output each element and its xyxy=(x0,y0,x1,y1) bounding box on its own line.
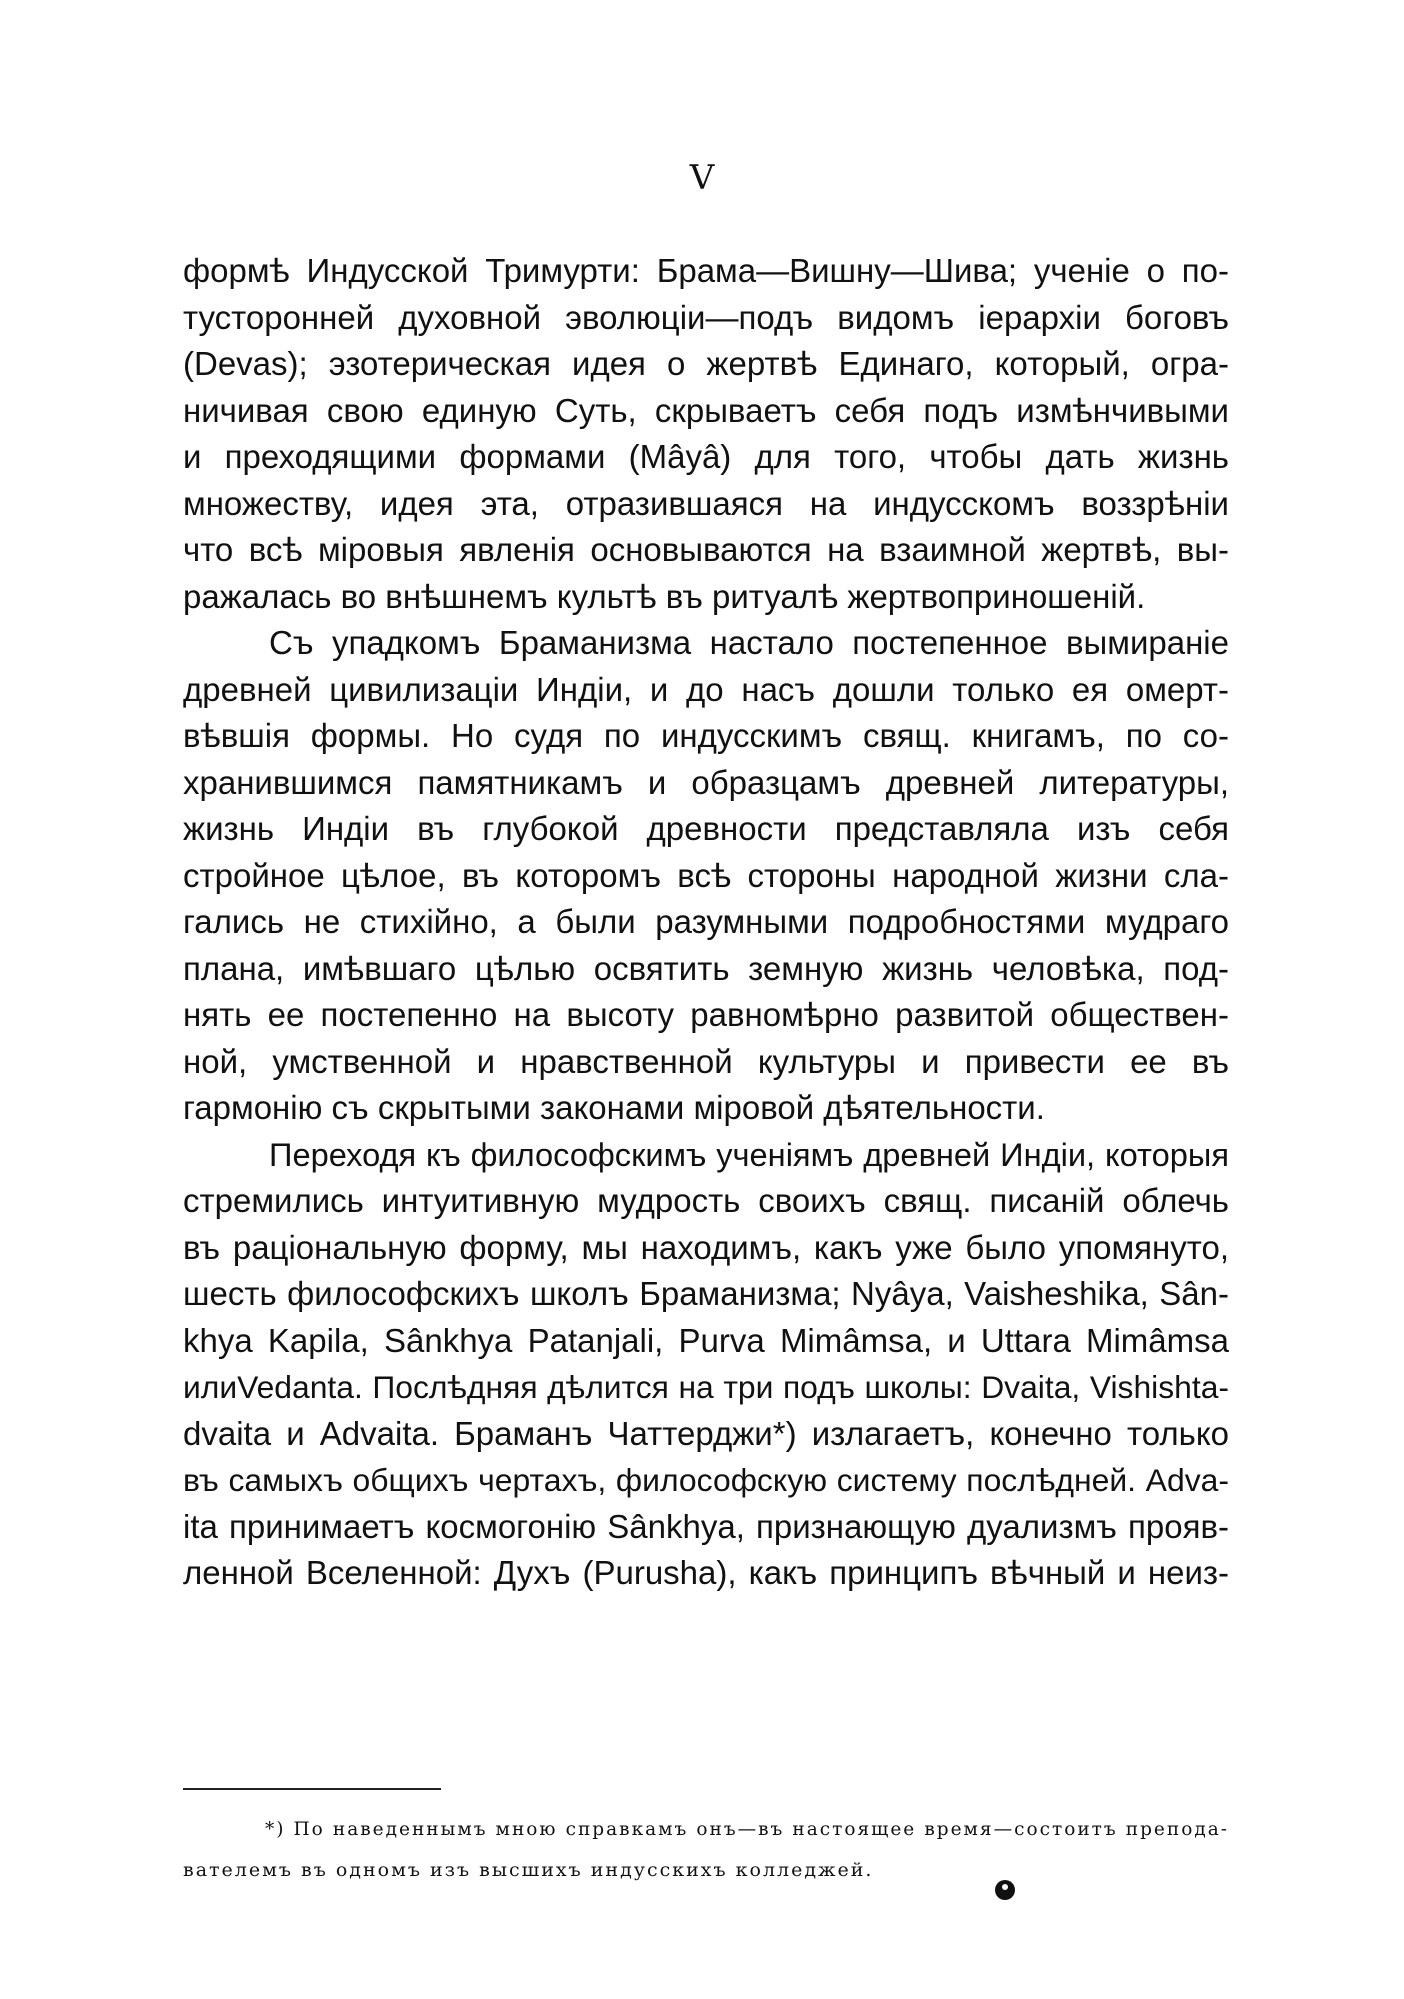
footnote-line: *) По наведеннымъ мною справкамъ онъ—въ настоящее время—состоитъ препода- xyxy=(265,1819,1229,1840)
text-line: тусторонней духовной эволюціи—подъ видомъ іерархіи боговъ xyxy=(183,298,1229,336)
text-line: стройное цѣлое, въ которомъ всѣ стороны народной жизни сла- xyxy=(183,856,1229,894)
paragraph xyxy=(183,1132,1229,1597)
text-line: илиVedanta. Послѣдняя дѣлится на три подъ школы: Dvaita, Vishishta- xyxy=(183,1369,1229,1405)
text-line: что всѣ міровыя явленія основываются на взаимной жертвѣ, вы- xyxy=(183,531,1229,568)
text-line: ленной Вселенной: Духъ (Purusha), какъ принципъ вѣчный и неиз- xyxy=(183,1554,1229,1591)
text-line: въ самыхъ общихъ чертахъ, философскую систему послѣдней. Adva- xyxy=(183,1462,1229,1498)
text-line: формѣ Индусской Тримурти: Брама—Вишну—Шива; ученіе о по- xyxy=(183,252,1229,289)
paragraph xyxy=(183,620,1229,1132)
body-text xyxy=(183,248,1229,1597)
text-line: khya Kapila, Sânkhya Patanjali, Purva Mimâmsa, и Uttara Mimâmsa xyxy=(183,1321,1229,1359)
text-line: гармонію съ скрытыми законами міровой дѣятельности. xyxy=(183,1089,1045,1126)
text-line: хранившимся памятникамъ и образцамъ древней литературы, xyxy=(183,763,1229,801)
text-line: нять ее постепенно на высоту равномѣрно развитой обществен- xyxy=(183,996,1229,1033)
text-line: Съ упадкомъ Браманизма настало постепенное вымираніе xyxy=(269,624,1229,661)
footnote xyxy=(183,1810,1229,1890)
text-line: древней цивилизаціи Индіи, и до насъ дошли только ея омерт- xyxy=(183,670,1229,708)
ink-blot-mark xyxy=(995,1880,1015,1900)
text-line: dvaita и Advaita. Браманъ Чаттерджи*) излагаетъ, конечно только xyxy=(183,1414,1229,1452)
text-line: ной, умственной и нравственной культуры и привести ее въ xyxy=(183,1042,1229,1080)
text-line: и преходящими формами (Mâyâ) для того, чтобы дать жизнь xyxy=(183,438,1229,475)
text-line: жизнь Индіи въ глубокой древности представляла изъ себя xyxy=(183,810,1229,847)
text-line: вѣвшія формы. Но судя по индусскимъ свящ. книгамъ, по со- xyxy=(183,717,1229,754)
text-line: ничивая свою единую Суть, скрываетъ себя подъ измѣнчивыми xyxy=(183,391,1229,429)
footnote-line: вателемъ въ одномъ изъ высшихъ индусскихъ колледжей. xyxy=(183,1859,874,1881)
footnote-divider xyxy=(183,1788,441,1790)
text-line: ражалась во внѣшнемъ культѣ въ ритуалѣ жертвоприношеній. xyxy=(183,577,1146,615)
text-line: шесть философскихъ школъ Браманизма; Nyâya, Vaisheshika, Sân- xyxy=(183,1275,1229,1312)
text-line: Переходя къ философскимъ ученіямъ древней Индіи, которыя xyxy=(269,1135,1229,1173)
text-line: въ раціональную форму, мы находимъ, какъ уже было упомянуто, xyxy=(183,1228,1229,1266)
paragraph xyxy=(183,248,1229,620)
text-line: множеству, идея эта, отразившаяся на индусскомъ воззрѣніи xyxy=(183,484,1229,522)
text-line: стремились интуитивную мудрость своихъ свящ. писаній облечь xyxy=(183,1182,1229,1219)
text-line: (Devas); эзотерическая идея о жертвѣ Единаго, который, огра- xyxy=(183,345,1229,382)
text-line: ita принимаетъ космогонію Sânkhya, признающую дуализмъ прояв- xyxy=(183,1507,1229,1545)
text-line: плана, имѣвшаго цѣлью освятить земную жизнь человѣка, под- xyxy=(183,949,1229,987)
text-line: гались не стихійно, а были разумными подробностями мудраго xyxy=(183,903,1229,940)
page-number: V xyxy=(689,158,715,198)
